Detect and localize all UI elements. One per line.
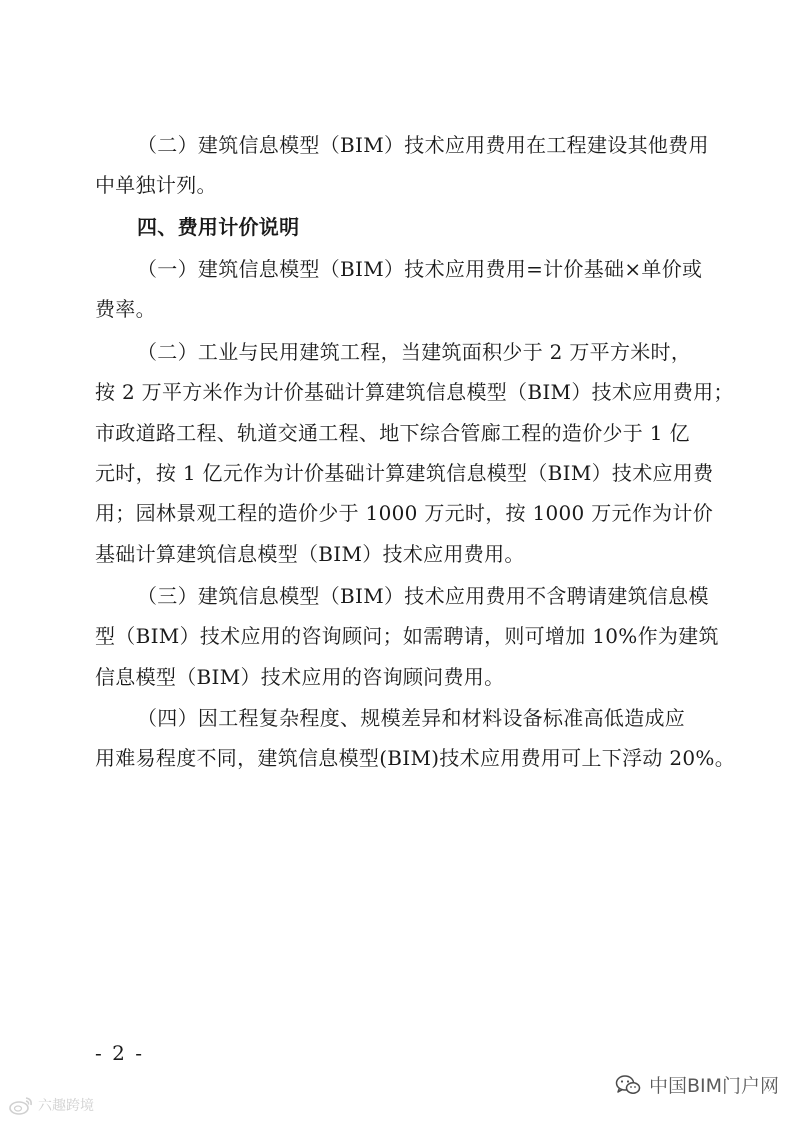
wechat-icon bbox=[615, 1074, 641, 1096]
paragraph-line: （二）工业与民用建筑工程，当建筑面积少于 2 万平方米时， bbox=[137, 340, 692, 364]
paragraph-line: 用难易程度不同，建筑信息模型(BIM)技术应用费用可上下浮动 20%。 bbox=[95, 746, 735, 770]
paragraph-line: 型（BIM）技术应用的咨询顾问；如需聘请，则可增加 10%作为建筑 bbox=[95, 624, 719, 648]
paragraph-line: （二）建筑信息模型（BIM）技术应用费用在工程建设其他费用 bbox=[137, 133, 709, 157]
paragraph-line: 元时，按 1 亿元作为计价基础计算建筑信息模型（BIM）技术应用费 bbox=[95, 461, 714, 485]
paragraph-line: 中单独计列。 bbox=[95, 173, 217, 197]
paragraph-line: 用；园林景观工程的造价少于 1000 万元时，按 1000 万元作为计价 bbox=[95, 501, 714, 525]
watermark-left-text: 六趣跨境 bbox=[38, 1098, 94, 1114]
paragraph-line: 费率。 bbox=[95, 297, 156, 321]
watermark-right-text: 中国BIM门户网 bbox=[648, 1075, 779, 1097]
paragraph-line: 基础计算建筑信息模型（BIM）技术应用费用。 bbox=[95, 542, 525, 566]
page-number: - 2 - bbox=[95, 1041, 144, 1065]
section-heading: 四、费用计价说明 bbox=[137, 215, 300, 239]
paragraph-line: （一）建筑信息模型（BIM）技术应用费用=计价基础×单价或 bbox=[137, 257, 703, 281]
paragraph-line: （三）建筑信息模型（BIM）技术应用费用不含聘请建筑信息模 bbox=[137, 584, 709, 608]
paragraph-line: 信息模型（BIM）技术应用的咨询顾问费用。 bbox=[95, 665, 505, 689]
paragraph-line: 市政道路工程、轨道交通工程、地下综合管廊工程的造价少于 1 亿 bbox=[95, 421, 690, 445]
watermark-left bbox=[8, 1095, 94, 1115]
weibo-icon bbox=[8, 1095, 34, 1115]
paragraph-line: （四）因工程复杂程度、规模差异和材料设备标准高低造成应 bbox=[137, 706, 686, 730]
watermark-right bbox=[615, 1071, 779, 1098]
paragraph-line: 按 2 万平方米作为计价基础计算建筑信息模型（BIM）技术应用费用； bbox=[95, 380, 734, 404]
